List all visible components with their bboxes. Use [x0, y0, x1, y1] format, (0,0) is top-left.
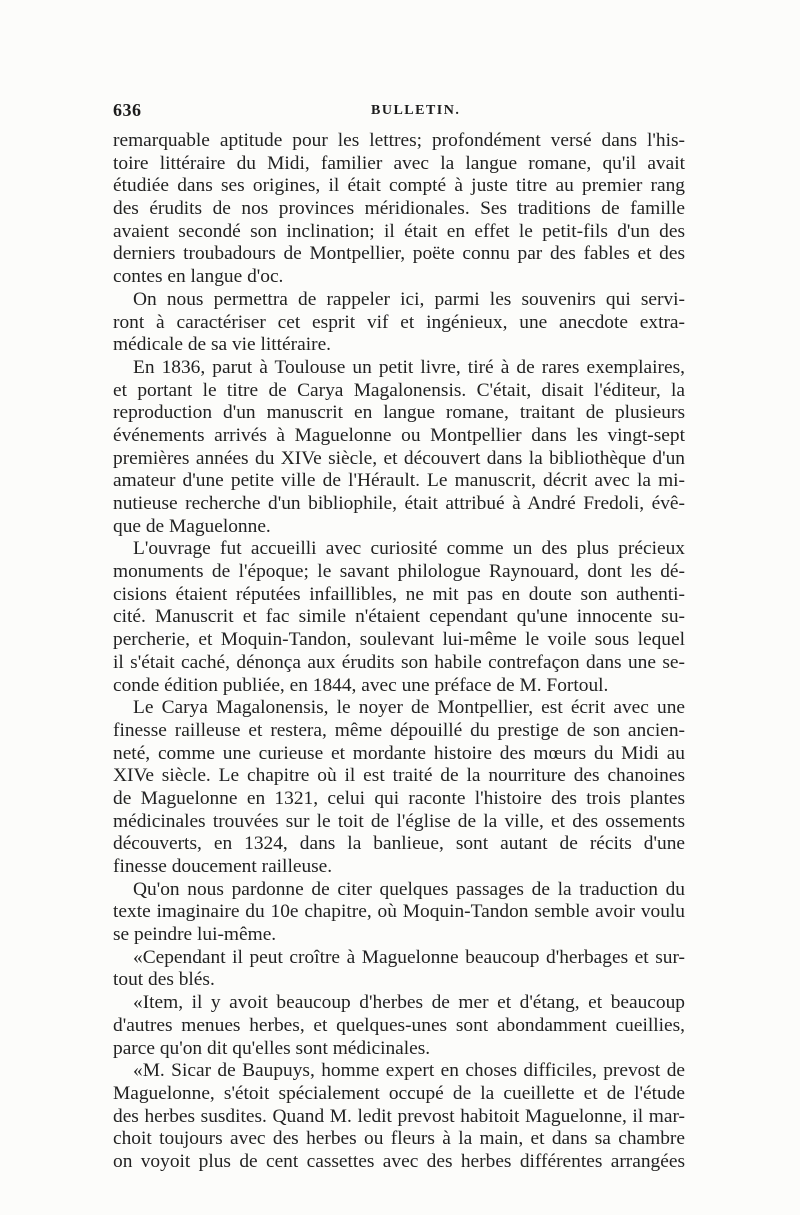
text-line: tout des blés. [113, 969, 215, 991]
text-line: que de Maguelonne. [113, 515, 271, 537]
text-line: Le Carya Magalonensis, le noyer de Montpellier, est écrit avec une [133, 697, 685, 719]
text-line: découverts, en 1324, dans la banlieue, sont autant de récits d'une [113, 833, 685, 855]
text-line: médicale de sa vie littéraire. [113, 334, 332, 356]
text-line: choit toujours avec des herbes ou fleurs à la main, et dans sa chambre [113, 1128, 685, 1150]
text-line: conde édition publiée, en 1844, avec une préface de M. Fortoul. [113, 674, 609, 696]
text-line: de Maguelonne en 1321, celui qui raconte l'histoire des trois plantes [113, 787, 685, 809]
page-number: 636 [113, 100, 142, 120]
text-line: L'ouvrage fut accueilli avec curiosité comme un des plus précieux [133, 538, 685, 560]
page-header [113, 100, 685, 124]
text-line: cité. Manuscrit et fac simile n'étaient cependant qu'une innocente su- [113, 606, 685, 628]
text-line: XIVe siècle. Le chapitre où il est traité de la nourriture des chanoines [113, 765, 685, 787]
text-line: reproduction d'un manuscrit en langue romane, traitant de plusieurs [113, 402, 685, 424]
text-line: percherie, et Moquin-Tandon, soulevant lui-même le voile sous lequel [113, 629, 685, 651]
text-line: se peindre lui-même. [113, 924, 277, 946]
text-line: d'autres menues herbes, et quelques-unes sont abondamment cueillies, [113, 1014, 685, 1036]
text-line: cisions étaient réputées infaillibles, ne mit pas en doute son authenti- [113, 583, 685, 605]
running-head: BULLETIN. [371, 103, 461, 118]
text-line: il s'était caché, dénonça aux érudits son habile contrefaçon dans une se- [113, 651, 685, 673]
text-line: nutieuse recherche d'un bibliophile, était attribué à André Fredoli, évê- [113, 493, 685, 514]
text-line: «Item, il y avoit beaucoup d'herbes de mer et d'étang, et beaucoup [133, 992, 685, 1014]
text-line: événements arrivés à Maguelonne ou Montpellier dans les vingt-sept [113, 424, 685, 446]
text-line: remarquable aptitude pour les lettres; profondément versé dans l'his- [113, 130, 685, 151]
text-line: neté, comme une curieuse et mordante histoire des mœurs du Midi au [113, 742, 685, 764]
text-line: En 1836, parut à Toulouse un petit livre, tiré à de rares exemplaires, [133, 356, 685, 378]
text-line: et portant le titre de Carya Magalonensis. C'était, disait l'éditeur, la [113, 379, 685, 401]
text-line: Maguelonne, s'étoit spécialement occupé de la cueillette et de l'étude [113, 1082, 685, 1104]
text-line: ront à caractériser cet esprit vif et ingénieux, une anecdote extra- [113, 311, 685, 333]
text-line: Qu'on nous pardonne de citer quelques passages de la traduction du [133, 878, 685, 900]
text-line: médicinales trouvées sur le toit de l'église de la ville, et des ossements [113, 810, 685, 832]
text-line: on voyoit plus de cent cassettes avec des herbes différentes arrangées [113, 1150, 685, 1172]
body-text [113, 130, 685, 1174]
text-line: premières années du XIVe siècle, et découvert dans la bibliothèque d'un [113, 447, 685, 469]
text-line: des érudits de nos provinces méridionales. Ses traditions de famille [113, 198, 685, 220]
text-line: étudiée dans ses origines, il était compté à juste titre au premier rang [113, 175, 685, 197]
text-line: contes en langue d'oc. [113, 266, 284, 288]
text-line: monuments de l'époque; le savant philologue Raynouard, dont les dé- [113, 561, 685, 583]
text-line: amateur d'une petite ville de l'Hérault. Le manuscrit, décrit avec la mi- [113, 470, 685, 492]
text-line: «Cependant il peut croître à Maguelonne beaucoup d'herbages et sur- [133, 946, 685, 968]
text-line: derniers troubadours de Montpellier, poëte connu par des fables et des [113, 243, 685, 265]
text-line: toire littéraire du Midi, familier avec la langue romane, qu'il avait [113, 152, 685, 174]
text-line: finesse doucement railleuse. [113, 856, 333, 877]
text-line: parce qu'on dit qu'elles sont médicinales. [113, 1037, 431, 1059]
text-line: avaient secondé son inclination; il était en effet le petit-fils d'un des [113, 220, 685, 242]
text-line: On nous permettra de rappeler ici, parmi les souvenirs qui servi- [133, 288, 685, 310]
text-line: texte imaginaire du 10e chapitre, où Moquin-Tandon semble avoir voulu [113, 901, 685, 923]
text-line: des herbes susdites. Quand M. ledit prevost habitoit Maguelonne, il mar- [113, 1105, 685, 1127]
text-line: finesse railleuse et restera, même dépouillé du prestige de son ancien- [113, 719, 685, 741]
text-line: «M. Sicar de Baupuys, homme expert en choses difficiles, prevost de [133, 1060, 685, 1082]
